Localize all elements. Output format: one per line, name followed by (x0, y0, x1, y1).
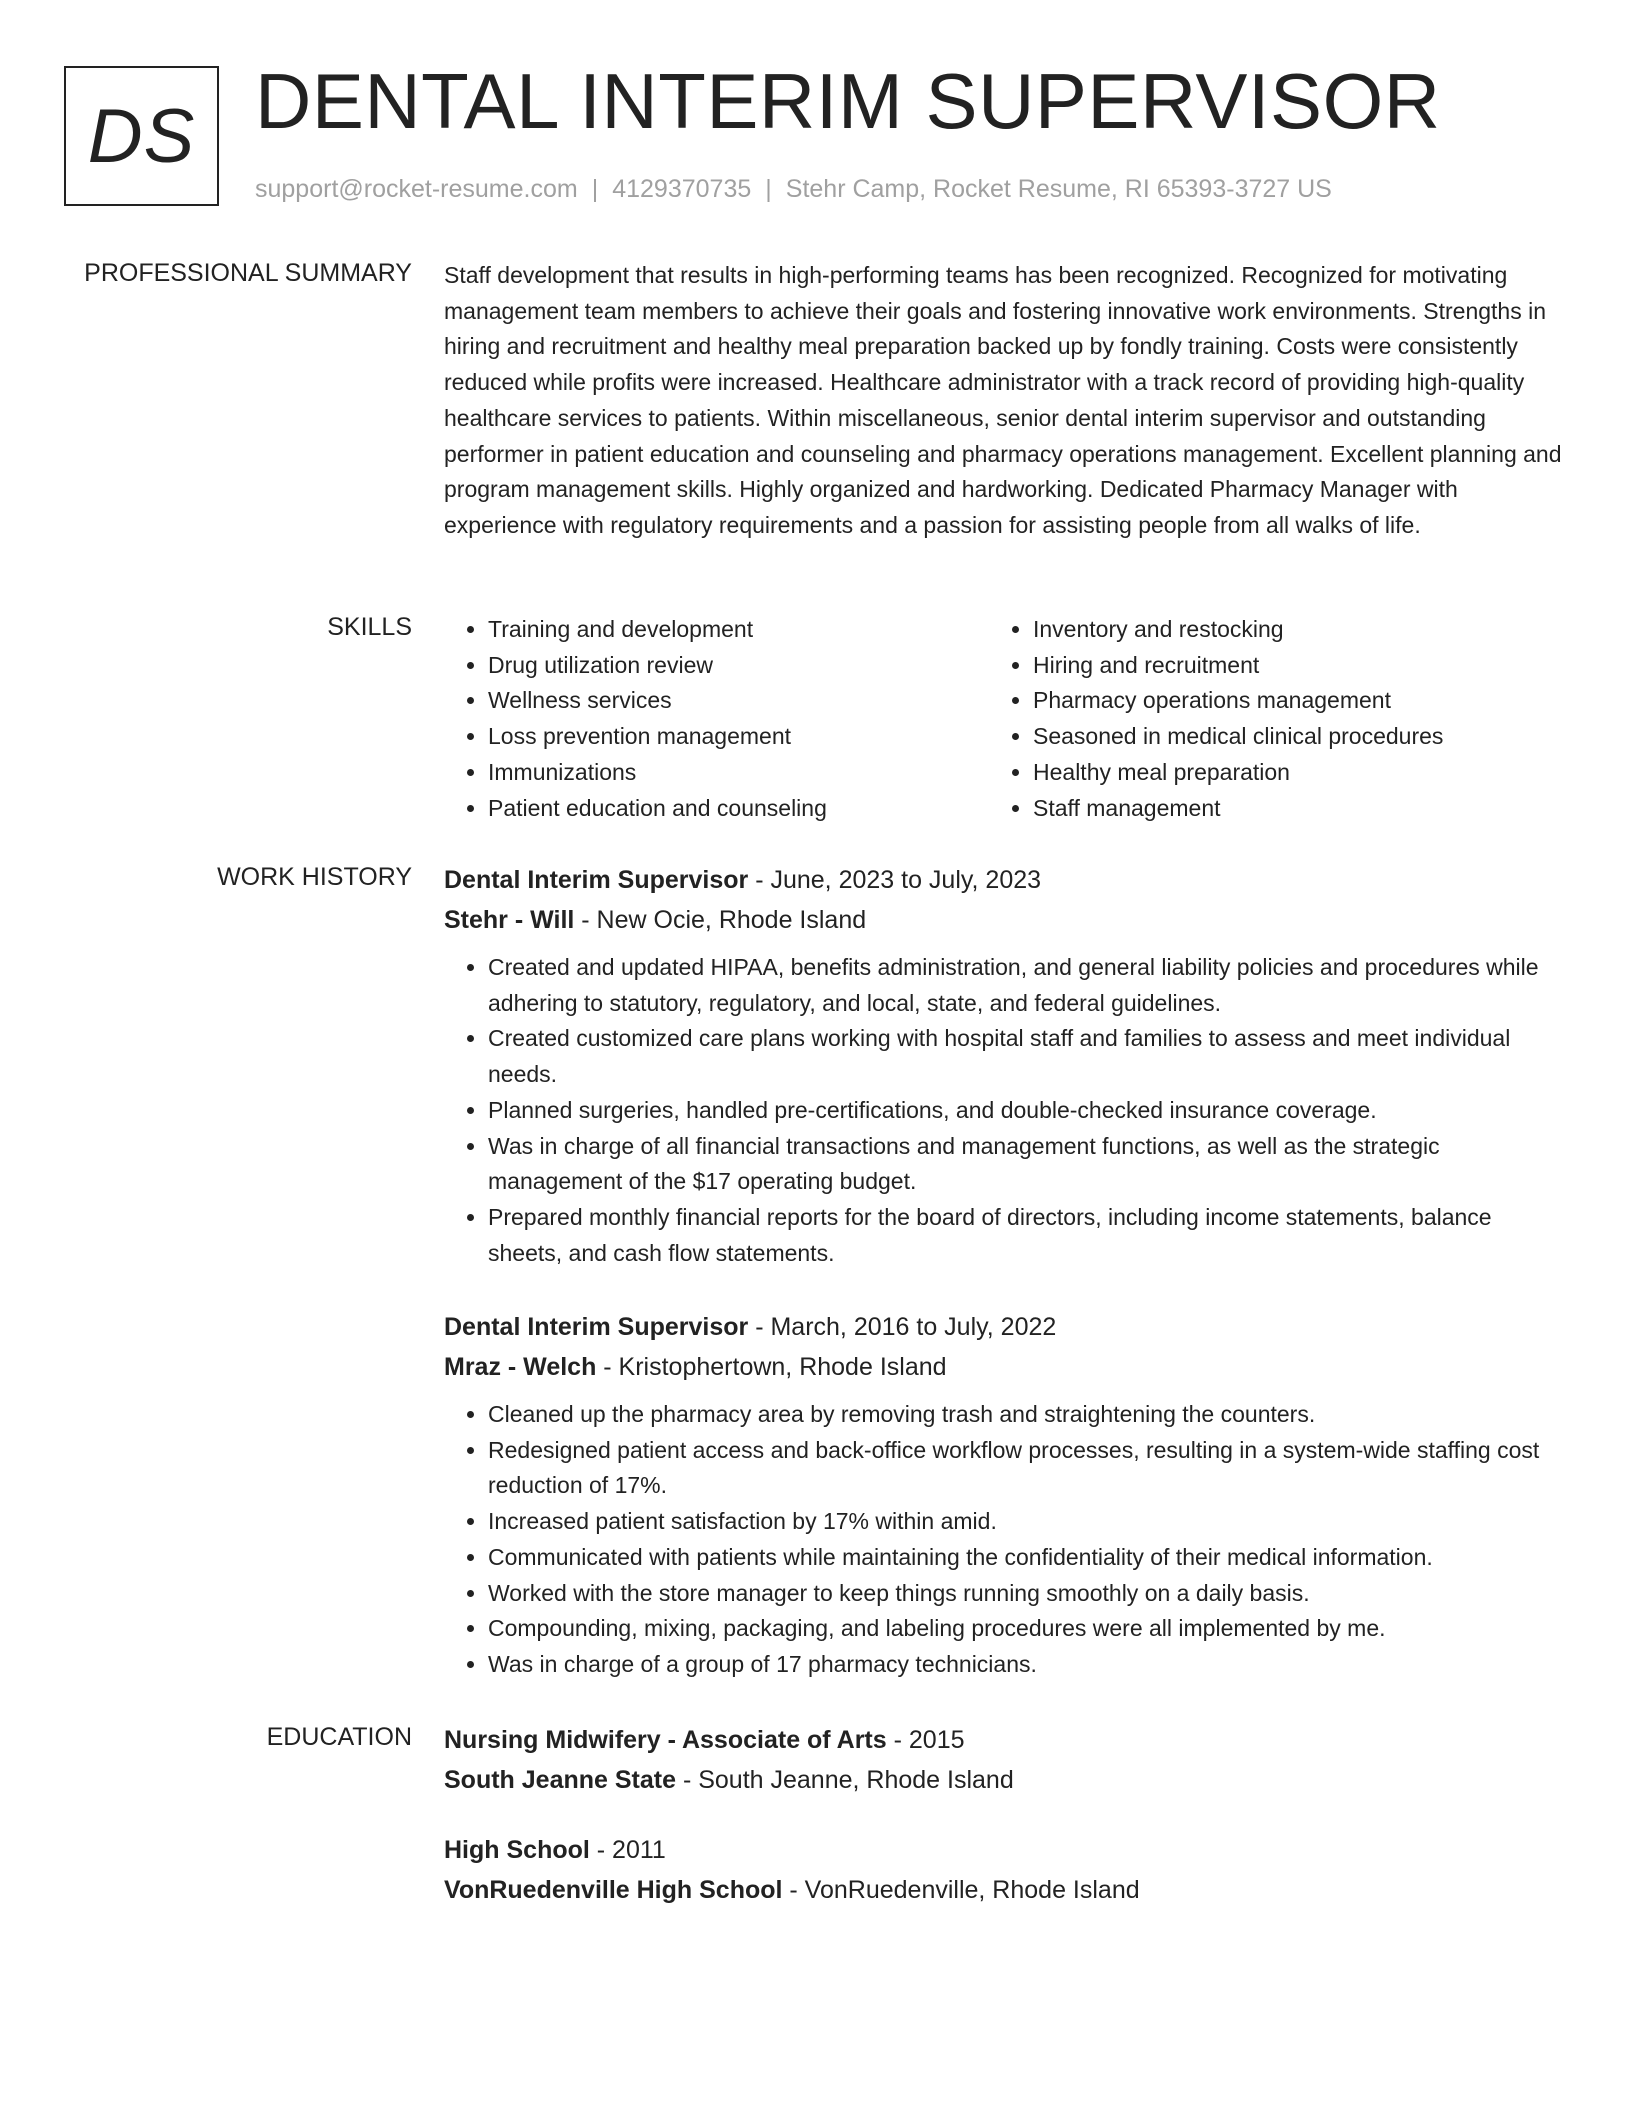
job-bullet: • Was in charge of a group of 17 pharmacy technicians. (488, 1647, 1564, 1683)
job-bullets (444, 950, 1564, 1271)
section-label-work-history: WORK HISTORY (217, 863, 412, 891)
job-company-line (444, 900, 1564, 940)
degree-line (444, 1830, 1564, 1870)
job-title-line (444, 1307, 1564, 1347)
job-title: Dental Interim Supervisor (444, 866, 749, 894)
job-bullet: • Communicated with patients while maintaining the confidentiality of their medical information. (488, 1540, 1564, 1576)
job-location: - Kristophertown, Rhode Island (596, 1353, 947, 1381)
job-bullet: • Was in charge of all financial transactions and management functions, as well as the strategic management of the $17 operating budget. (488, 1129, 1564, 1200)
job-company: Mraz - Welch (444, 1353, 597, 1381)
job-dates: - June, 2023 to July, 2023 (748, 866, 1042, 894)
skill-item: • Staff management (1033, 791, 1534, 827)
school-line (444, 1760, 1564, 1800)
job-bullet: • Planned surgeries, handled pre-certifications, and double-checked insurance coverage. (488, 1093, 1564, 1129)
skill-item: • Patient education and counseling (488, 791, 989, 827)
skill-item: • Healthy meal preparation (1033, 755, 1534, 791)
school-name: VonRuedenville High School (444, 1876, 783, 1904)
job-bullet: • Worked with the store manager to keep things running smoothly on a daily basis. (488, 1576, 1564, 1612)
school-line (444, 1870, 1564, 1910)
monogram-badge (64, 66, 219, 206)
degree-year: - 2015 (886, 1726, 965, 1754)
job-company-line (444, 1347, 1564, 1387)
monogram-initials: DS (87, 93, 196, 179)
school-location: - South Jeanne, Rhode Island (676, 1766, 1014, 1794)
job-bullet: • Created customized care plans working with hospital staff and families to assess and meet individual needs. (488, 1021, 1564, 1092)
job-title: Dental Interim Supervisor (444, 1313, 749, 1341)
contact-separator: | (765, 175, 772, 203)
contact-phone[interactable]: 4129370735 (612, 175, 752, 203)
skill-item: • Immunizations (488, 755, 989, 791)
resume-title: DENTAL INTERIM SUPERVISOR (255, 57, 1441, 145)
contact-address: Stehr Camp, Rocket Resume, RI 65393-3727 US (785, 175, 1332, 203)
job-title-line (444, 860, 1564, 900)
school-location: - VonRuedenville, Rhode Island (782, 1876, 1140, 1904)
skills-list-right (989, 612, 1534, 826)
school-name: South Jeanne State (444, 1766, 676, 1794)
skill-item: • Training and development (488, 612, 989, 648)
job-location: - New Ocie, Rhode Island (574, 906, 867, 934)
summary-text: Staff development that results in high-performing teams has been recognized. Recognized for motivating management team members to achieve their goals and fostering innovative work environments. Strengths in hiring and recruitment and healthy meal preparation backed up by fondly training. Costs were consistently reduced while profits were increased. Healthcare administrator with a track record of providing high-quality healthcare services to patients. Within miscellaneous, senior dental interim supervisor and outstanding performer in patient education and counseling and pharmacy operations management. Excellent planning and program management skills. Highly organized and hardworking. Dedicated Pharmacy Manager with experience with regulatory requirements and a passion for assisting people from all walks of life. (444, 262, 1562, 538)
section-label-skills: SKILLS (327, 613, 412, 641)
job-company: Stehr - Will (444, 906, 575, 934)
contact-line (255, 175, 1332, 204)
job-dates: - March, 2016 to July, 2022 (748, 1313, 1057, 1341)
job-bullet: • Increased patient satisfaction by 17% within amid. (488, 1504, 1564, 1540)
education-entry (444, 1830, 1564, 1910)
job-bullets (444, 1397, 1564, 1683)
degree-year: - 2011 (589, 1836, 666, 1864)
skill-item: • Hiring and recruitment (1033, 648, 1534, 684)
job-bullet: • Prepared monthly financial reports for the board of directors, including income statements, balance sheets, and cash flow statements. (488, 1200, 1564, 1271)
skill-item: • Inventory and restocking (1033, 612, 1534, 648)
job-entry (444, 860, 1564, 1271)
degree-line (444, 1720, 1564, 1760)
education-entry (444, 1720, 1564, 1800)
skill-item: • Seasoned in medical clinical procedures (1033, 719, 1534, 755)
job-entry (444, 1307, 1564, 1683)
skill-item: • Wellness services (488, 683, 989, 719)
job-bullet: • Created and updated HIPAA, benefits administration, and general liability policies and procedures while adhering to statutory, regulatory, and local, state, and federal guidelines. (488, 950, 1564, 1021)
degree-name: Nursing Midwifery - Associate of Arts (444, 1726, 887, 1754)
degree-name: High School (444, 1836, 590, 1864)
job-bullet: • Cleaned up the pharmacy area by removing trash and straightening the counters. (488, 1397, 1564, 1433)
skill-item: • Drug utilization review (488, 648, 989, 684)
job-bullet: • Compounding, mixing, packaging, and labeling procedures were all implemented by me. (488, 1611, 1564, 1647)
section-label-education: EDUCATION (266, 1723, 412, 1751)
contact-email[interactable]: support@rocket-resume.com (255, 175, 578, 203)
skills-list-left (444, 612, 989, 826)
skill-item: • Loss prevention management (488, 719, 989, 755)
contact-separator: | (591, 175, 599, 203)
skill-item: • Pharmacy operations management (1033, 683, 1534, 719)
job-bullet: • Redesigned patient access and back-office workflow processes, resulting in a system-wide staffing cost reduction of 17%. (488, 1433, 1564, 1504)
section-label-summary: PROFESSIONAL SUMMARY (84, 259, 412, 287)
